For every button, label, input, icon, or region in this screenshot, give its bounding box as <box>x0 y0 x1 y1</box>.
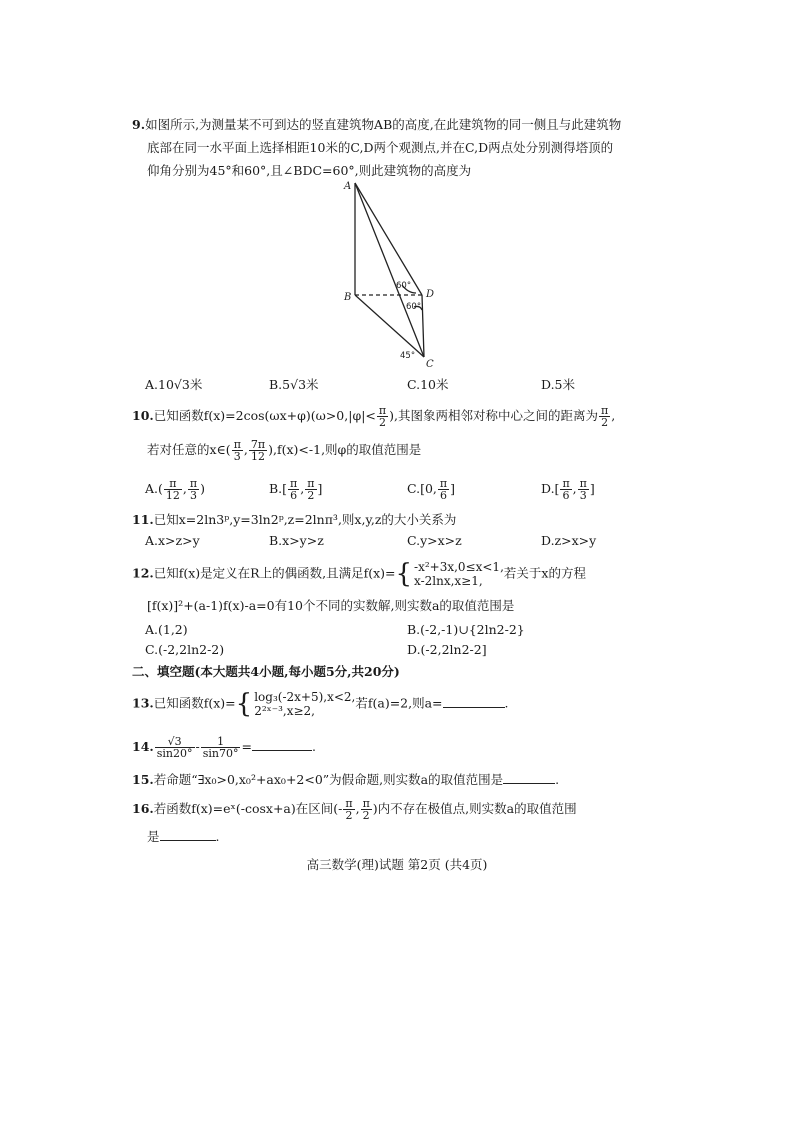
frac-num: π <box>164 478 182 490</box>
q10-line2-post: ),f(x)<-1,则φ的取值范围是 <box>268 442 422 457</box>
frac-num: π <box>362 797 370 810</box>
q9-number: 9. <box>132 117 146 132</box>
q13-text-post: 若f(a)=2,则a= <box>355 695 443 711</box>
frac-num: π <box>307 477 315 490</box>
question-14 <box>132 735 672 759</box>
frac-num: π <box>579 477 587 490</box>
opt-text: D.[ <box>541 481 560 496</box>
opt-text: A.( <box>145 481 163 496</box>
frac-num: π <box>439 477 448 490</box>
frac-den: 6 <box>440 489 448 502</box>
q12-option-b[interactable]: B.(-2,-1)∪{2ln2-2} <box>407 622 525 637</box>
frac-den: 3 <box>189 489 197 502</box>
q13-cases <box>254 690 355 718</box>
opt-text: ) <box>200 481 205 496</box>
q15-number: 15. <box>132 772 154 787</box>
q10-option-c[interactable] <box>407 478 455 501</box>
opt-frac <box>560 478 571 501</box>
question-12 <box>132 560 672 617</box>
q10-frac-distance <box>599 405 610 428</box>
q12-option-a[interactable]: A.(1,2) <box>145 622 188 637</box>
q10-option-a[interactable]: A.( $\frac{\pi}{12}$ , $\frac{\pi}{3}$ ) <box>145 477 205 502</box>
frac-num: π <box>600 404 609 417</box>
opt-frac <box>578 478 589 501</box>
q15-end: . <box>555 772 560 787</box>
question-13 <box>132 690 672 718</box>
frac-den: 2 <box>362 809 370 822</box>
q9-option-b[interactable]: B.5√3米 <box>269 377 319 392</box>
q11-number: 11. <box>132 512 154 527</box>
q10-option-b[interactable]: B.[ $\frac{\pi}{6}$ , $\frac{\pi}{2}$ ] <box>269 477 323 502</box>
q14-answer-blank[interactable] <box>252 737 312 751</box>
q9-option-c[interactable]: C.10米 <box>407 377 449 392</box>
opt-frac <box>164 478 182 501</box>
frac-den: sin70° <box>202 747 239 760</box>
frac-den: 2 <box>345 809 353 822</box>
frac-num: π <box>290 477 298 490</box>
section-fill-in-header: 二、填空题(本大题共4小题,每小题5分,共20分) <box>132 664 400 679</box>
q14-frac-1 <box>155 736 195 759</box>
q12-text-pre: 已知f(x)是定义在R上的偶函数,且满足f(x)= <box>153 565 396 581</box>
q16-line1 <box>132 797 672 821</box>
q16-text-post: )内不存在极值点,则实数a的取值范围 <box>372 801 577 816</box>
q14-end: . <box>311 739 316 754</box>
question-15 <box>132 768 672 791</box>
q9-line3: 仰角分别为45°和60°,且∠BDC=60°,则此建筑物的高度为 <box>147 163 472 178</box>
opt-frac <box>188 478 199 501</box>
q16-line2 <box>132 825 672 848</box>
opt-frac <box>305 478 316 501</box>
q16-number: 16. <box>132 801 154 816</box>
q12-number: 12. <box>132 565 154 581</box>
q11-options <box>145 533 655 553</box>
opt-text: ] <box>450 481 456 496</box>
q10-number: 10. <box>132 408 154 423</box>
frac-den: 2 <box>601 416 609 429</box>
q9-line2: 底部在同一水平面上选择相距10米的C,D两个观测点,并在C,D两点处分别测得塔顶的 <box>147 140 614 155</box>
question-11 <box>132 508 672 531</box>
q16-comma: , <box>355 801 360 816</box>
q13-number: 13. <box>132 695 154 711</box>
q10-frac-halfpi <box>377 405 388 428</box>
opt-text: ] <box>589 481 595 496</box>
edge-DC <box>422 295 424 357</box>
q9-option-d[interactable]: D.5米 <box>541 377 576 392</box>
label-A: A <box>344 181 352 192</box>
q16-end: . <box>215 829 220 844</box>
q16-text-pre: 若函数f(x)=eˣ(-cosx+a)在区间(- <box>153 801 343 816</box>
q12-case-1: -x²+3x,0≤x<1, <box>414 560 504 574</box>
q14-minus: - <box>195 739 200 754</box>
frac-num: √3 <box>155 736 195 748</box>
frac-den: 6 <box>290 489 298 502</box>
frac-den: 12 <box>251 450 266 463</box>
q12-line1 <box>132 560 672 588</box>
frac-den: 2 <box>379 416 386 429</box>
q12-line2: [f(x)]²+(a-1)f(x)-a=0有10个不同的实数解,则实数a的取值范围是 <box>147 598 515 613</box>
q13-answer-blank[interactable] <box>443 694 505 708</box>
q16-frac-2 <box>361 798 372 821</box>
q14-equals: = <box>241 739 252 754</box>
question-10 <box>132 404 672 462</box>
q14-number: 14. <box>132 739 154 754</box>
q12-option-d[interactable]: D.(-2,2ln2-2] <box>407 642 487 657</box>
angle-label-top: 60° <box>396 281 412 291</box>
q10-option-d[interactable]: D.[ $\frac{\pi}{6}$ , $\frac{\pi}{3}$ ] <box>541 477 595 502</box>
label-D: D <box>426 289 435 300</box>
q11-text: 已知x=2ln3ᵖ,y=3ln2ᵖ,z=2lnπ³,则x,y,z的大小关系为 <box>153 512 457 527</box>
frac-num: π <box>562 477 570 490</box>
q12-brace: { <box>395 559 413 589</box>
frac-den: 12 <box>165 489 180 502</box>
q13-text-pre: 已知函数f(x)= <box>153 695 236 711</box>
q12-cases <box>414 560 504 588</box>
q10-line1: 10.已知函数f(x)=2cos(ωx+φ)(ω>0,|φ|< $\frac{\pi}{2}$ ),其图象两相邻对称中心之间的距离为 $\frac{\pi}{2}$ , <box>132 404 616 429</box>
q16-frac-1 <box>343 798 354 821</box>
page-footer: 高三数学(理)试题 第2页 (共4页) <box>306 857 488 872</box>
q12-case-2: x-2lnx,x≥1, <box>414 574 483 588</box>
angle-label-mid: 60° <box>406 302 422 312</box>
q15-answer-blank[interactable] <box>503 770 555 784</box>
q12-text-post: 若关于x的方程 <box>503 565 586 581</box>
frac-den: sin20° <box>156 747 193 760</box>
q10-frac-a <box>232 439 243 462</box>
q9-options <box>145 375 655 395</box>
frac-num: π <box>189 477 198 490</box>
q13-brace: { <box>235 689 253 719</box>
edge-AD <box>355 183 422 295</box>
question-16 <box>132 797 672 848</box>
q10-line2-pre: 若对任意的x∈( <box>147 442 231 457</box>
q11-option-d[interactable]: D.z>x>y <box>541 533 597 548</box>
q10-text-pre: 已知函数f(x)=2cos(ωx+φ)(ω>0,|φ|< <box>153 408 376 423</box>
opt-frac <box>438 478 449 501</box>
q10-options <box>145 477 655 502</box>
q11-option-b[interactable]: B.x>y>z <box>269 533 324 548</box>
q16-line2-text: 是 <box>147 829 160 844</box>
frac-den: 3 <box>579 489 587 502</box>
question-9 <box>132 113 672 182</box>
frac-den: 6 <box>562 489 570 502</box>
frac-num: π <box>378 404 387 417</box>
opt-frac <box>288 478 299 501</box>
label-B: B <box>344 292 352 303</box>
q12-option-c[interactable]: C.(-2,2ln2-2) <box>145 642 225 657</box>
frac-num: π <box>345 797 353 810</box>
opt-text: B.[ <box>269 481 288 496</box>
q13-case-2: 2²ˣ⁻³,x≥2, <box>254 704 315 718</box>
q13-case-1: log₃(-2x+5),x<2, <box>254 690 356 704</box>
q10-line2: 若对任意的x∈( $\frac{\pi}{3}$ , $\frac{7\pi}{12}$ ),f(x)<-1,则φ的取值范围是 <box>147 438 422 463</box>
angle-label-c: 45° <box>400 351 416 361</box>
q13-end: . <box>504 695 509 711</box>
q16-answer-blank[interactable] <box>160 827 216 841</box>
opt-text: ] <box>317 481 323 496</box>
frac-den: 3 <box>233 450 241 463</box>
frac-den: 2 <box>307 489 315 502</box>
frac-num: 1 <box>201 736 241 748</box>
frac-num: 7π <box>250 438 266 451</box>
q11-option-a[interactable]: A.x>z>y <box>145 533 200 548</box>
q12-options-row2 <box>145 642 655 662</box>
q10-frac-b <box>249 439 267 462</box>
q9-figure <box>330 175 450 370</box>
q11-option-c[interactable]: C.y>x>z <box>407 533 462 548</box>
edge-AC <box>355 183 424 357</box>
frac-num: π <box>233 438 241 451</box>
label-C: C <box>426 359 434 370</box>
q15-text: 若命题“∃x₀>0,x₀²+ax₀+2<0”为假命题,则实数a的取值范围是 <box>153 772 504 787</box>
q12-options-row1 <box>145 622 655 642</box>
q9-option-a[interactable]: A.10√3米 <box>145 377 203 392</box>
opt-text: C.[0, <box>407 481 437 496</box>
q9-text-1: 如图所示,为测量某不可到达的竖直建筑物AB的高度,在此建筑物的同一侧且与此建筑物 <box>145 117 622 132</box>
q14-frac-2 <box>201 736 241 759</box>
q9-line1 <box>132 113 672 136</box>
q10-text-mid: ),其图象两相邻对称中心之间的距离为 <box>389 408 598 423</box>
